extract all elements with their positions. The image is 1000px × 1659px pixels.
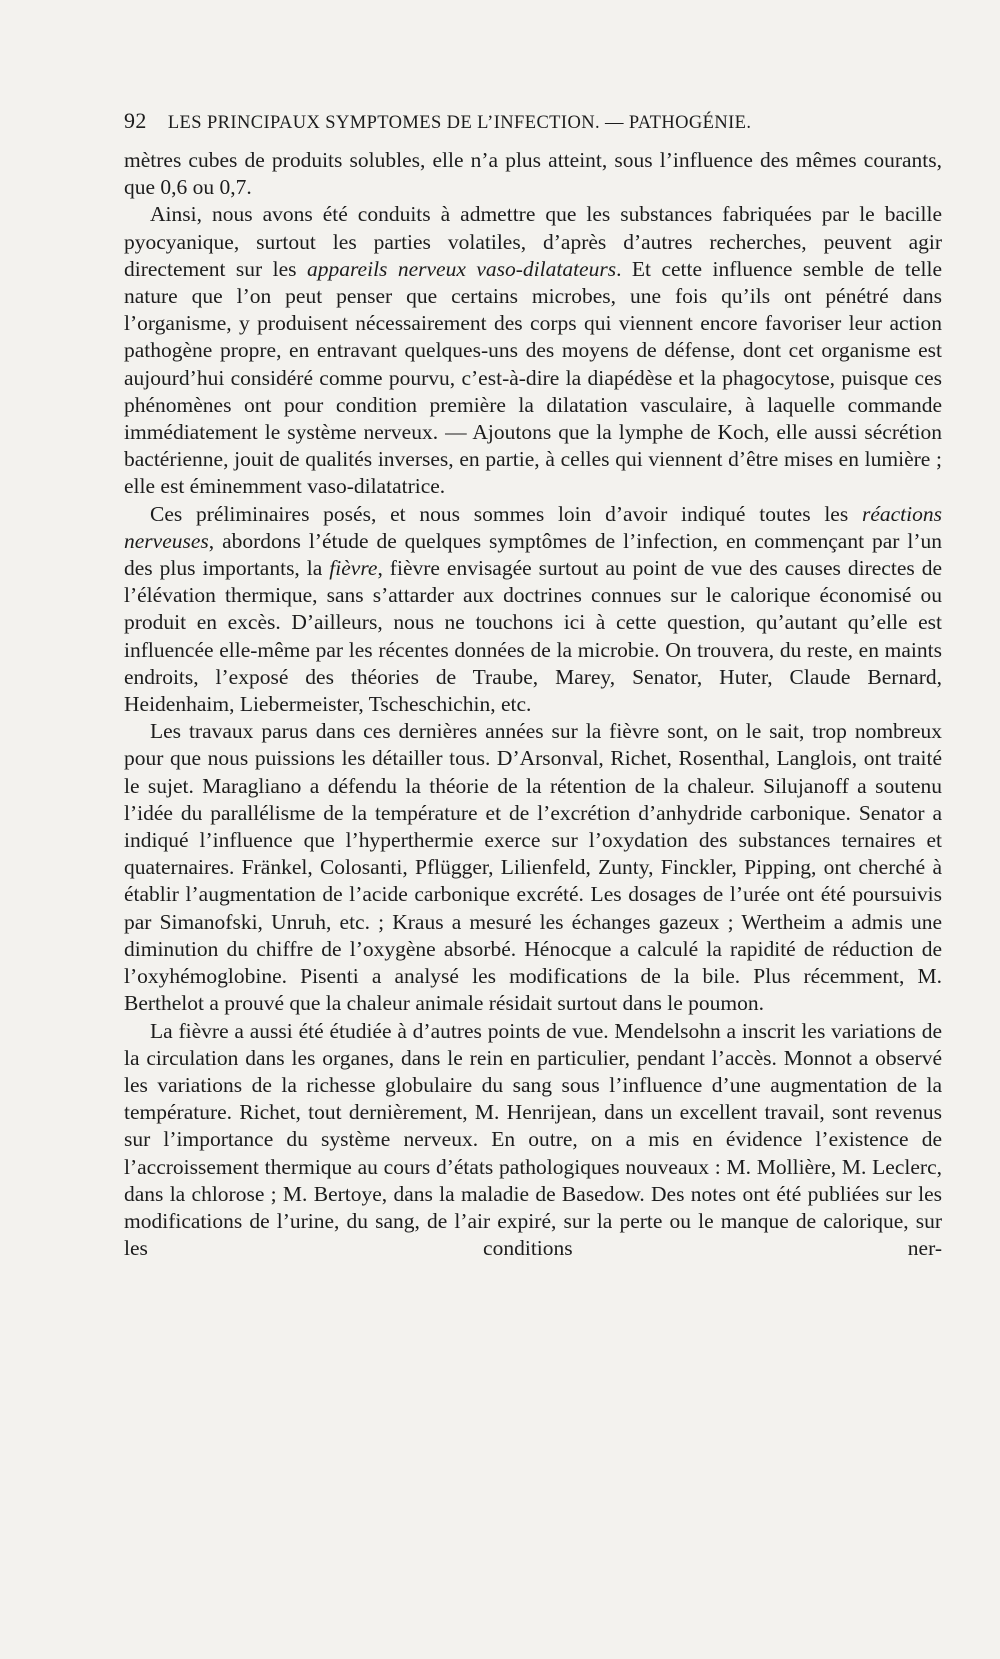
paragraph <box>124 201 942 500</box>
text-run: La fièvre a aussi été étudiée à d’autres points de vue. Mendelsohn a inscrit les variations de la circulation dans les organes, dans le rein en particulier, pendant l’accès. Monnot a observé les variations de la richesse globulaire du sang sous l’influence d’une augmentation de la température. Richet, tout dernièrement, M. Henrijean, dans un excellent travail, sont revenus sur l’importance du système nerveux. En outre, on a mis en évidence l’existence de l’accroissement thermique au cours d’états pathologiques nouveaux : M. Mollière, M. Leclerc, dans la chlorose ; M. Bertoye, dans la maladie de Basedow. Des notes ont été publiées sur les modifications de l’urine, du sang, de l’air expiré, sur la perte ou le manque de calorique, sur les conditions ner- <box>124 1018 942 1261</box>
text-run: mètres cubes de produits solubles, elle n’a plus atteint, sous l’influence des mêmes courants, que 0,6 ou 0,7. <box>124 148 942 200</box>
text-run: , abordons l’étude de quelques symptômes de l’infection, en commençant par l’un des plus importants, la <box>124 528 942 581</box>
text-run: . Et cette influence semble de telle nature que l’on peut penser que certains microbes, une fois qu’ils ont pénétré dans l’organisme, y produisent nécessairement des corps qui viennent encore favoriser leur action pathogène propre, en entravant quelques-uns des moyens de défense, dont cet organisme est aujourd’hui considéré comme pourvu, c’est-à-dire la diapédèse et la phagocytose, puisque ces phénomènes ont pour condition première la dilatation vasculaire, à laquelle commande immédiatement le système nerveux. — Ajoutons que la lymphe de Koch, elle aussi sécrétion bactérienne, jouit de qualités inverses, en partie, à celles qui viennent d’être mises en lumière ; elle est éminemment vaso-dilatatrice. <box>124 256 943 499</box>
paragraph <box>124 1018 942 1263</box>
text-run: Ces préliminaires posés, et nous sommes loin d’avoir indiqué toutes les <box>150 501 862 526</box>
running-title: LES PRINCIPAUX SYMPTOMES DE L’INFECTION. — PATHOGÉNIE. <box>167 113 752 133</box>
text-run: Ainsi, nous avons été conduits à admettre que les substances fabriquées par le bacille pyocyanique, surtout les parties volatiles, d’après d’autres recherches, peuvent agir directement sur les <box>124 202 942 281</box>
paragraph <box>124 147 942 201</box>
page-number: 92 <box>124 108 147 133</box>
paragraph <box>124 718 942 1017</box>
body-text <box>124 147 942 1262</box>
italic-text-run: fièvre <box>329 556 378 581</box>
text-run: Les travaux parus dans ces dernières années sur la fièvre sont, on le sait, trop nombreux pour que nous puissions les détailler tous. D’Arsonval, Richet, Rosenthal, Langlois, ont traité le sujet. Maragliano a défendu la théorie de la rétention de la chaleur. Silujanoff a soutenu l’idée du parallélisme de la température et de l’excrétion d’anhydride carbonique. Senator a indiqué l’influence que l’hyperthermie exerce sur l’oxydation des substances ternaires et quaternaires. Fränkel, Colosanti, Pflügger, Lilienfeld, Zunty, Finckler, Pipping, ont cherché à établir l’augmentation de l’acide carbonique excrété. Les dosages de l’urée ont été poursuivis par Simanofski, Unruh, etc. ; Kraus a mesuré les échanges gazeux ; Wertheim a admis une diminution du chiffre de l’oxygène absorbé. Hénocque a calculé la rapidité de réduction de l’oxyhémoglobine. Pisenti a analysé les modifications de la bile. Plus récemment, M. Berthelot a prouvé que la chaleur animale résidait surtout dans le poumon. <box>124 719 942 1016</box>
running-header <box>124 108 880 136</box>
paragraph <box>124 501 942 719</box>
text-run: , fièvre envisagée surtout au point de vue des causes directes de l’élévation thermique, sans s’attarder aux doctrines connues sur le calorique économisé ou produit en excès. D’ailleurs, nous ne touchons ici à cette question, qu’autant qu’elle est influencée elle-même par les récentes données de la microbie. On trouvera, du reste, en maints endroits, l’exposé des théories de Traube, Marey, Senator, Huter, Claude Bernard, Heidenhaim, Liebermeister, Tscheschichin, etc. <box>124 556 942 717</box>
italic-text-run: appareils nerveux vaso-dilatateurs <box>306 256 617 281</box>
italic-text-run: réactions nerveuses <box>124 501 942 553</box>
